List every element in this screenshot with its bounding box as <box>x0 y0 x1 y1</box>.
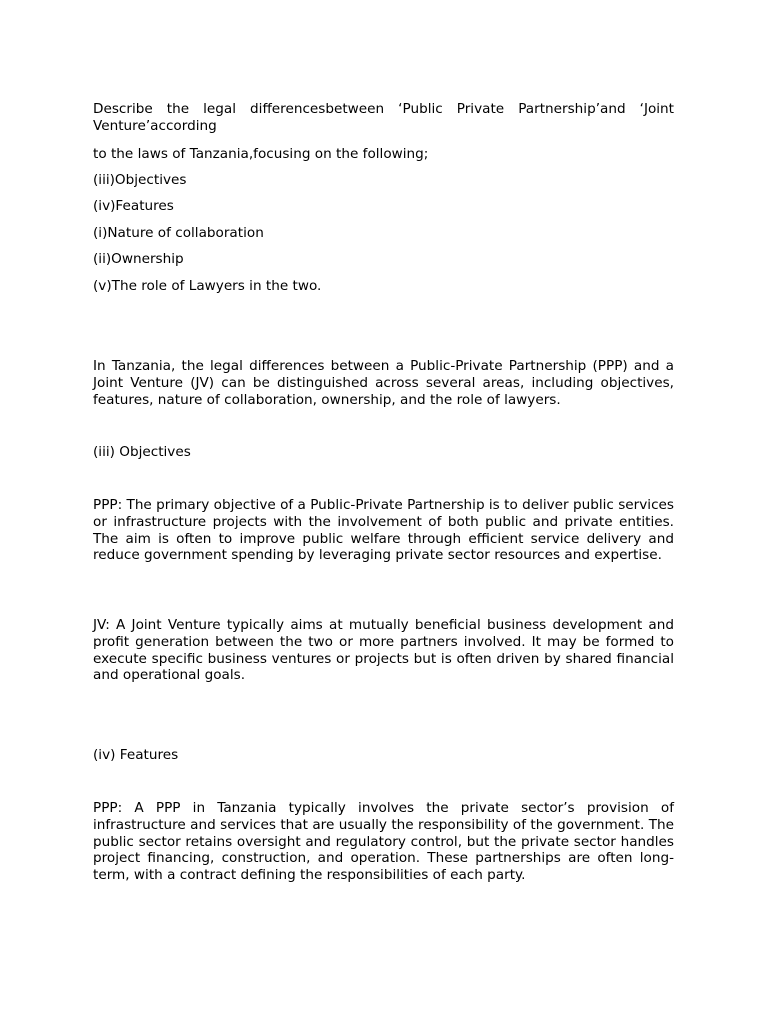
features-ppp-paragraph: PPP: A PPP in Tanzania typically involves the private sector’s provision of infrastructure and services that are usually the responsibility of the government. The public sector retains oversight and regulatory control, but the private sector handles project financing, construction, and operation. These partnerships are often long-term, with a contract defining the responsibilities of each party. <box>93 800 674 884</box>
objectives-jv-paragraph: JV: A Joint Venture typically aims at mutually beneficial business development and profit generation between the two or more partners involved. It may be formed to execute specific business ventures or projects but is often driven by shared financial and operational goals. <box>93 617 674 684</box>
question-item-objectives: (iii)Objectives <box>93 172 187 188</box>
question-item-nature-of-collaboration: (i)Nature of collaboration <box>93 225 264 241</box>
features-heading: (iv) Features <box>93 747 179 763</box>
objectives-heading: (iii) Objectives <box>93 444 191 460</box>
question-item-features: (iv)Features <box>93 198 174 214</box>
question-item-ownership: (ii)Ownership <box>93 251 184 267</box>
question-item-role-of-lawyers: (v)The role of Lawyers in the two. <box>93 278 322 294</box>
objectives-ppp-paragraph: PPP: The primary objective of a Public-Private Partnership is to deliver public services or infrastructure projects with the involvement of both public and private entities. The aim is often to improve public welfare through efficient service delivery and reduce government spending by leveraging private sector resources and expertise. <box>93 497 674 564</box>
question-prompt: Describe the legal differencesbetween ‘Public Private Partnership’and ‘Joint Venture’according <box>93 101 674 134</box>
question-prompt-continued: to the laws of Tanzania,focusing on the following; <box>93 146 429 162</box>
answer-intro-paragraph: In Tanzania, the legal differences between a Public-Private Partnership (PPP) and a Joint Venture (JV) can be distinguished across several areas, including objectives, features, nature of collaboration, ownership, and the role of lawyers. <box>93 358 674 408</box>
